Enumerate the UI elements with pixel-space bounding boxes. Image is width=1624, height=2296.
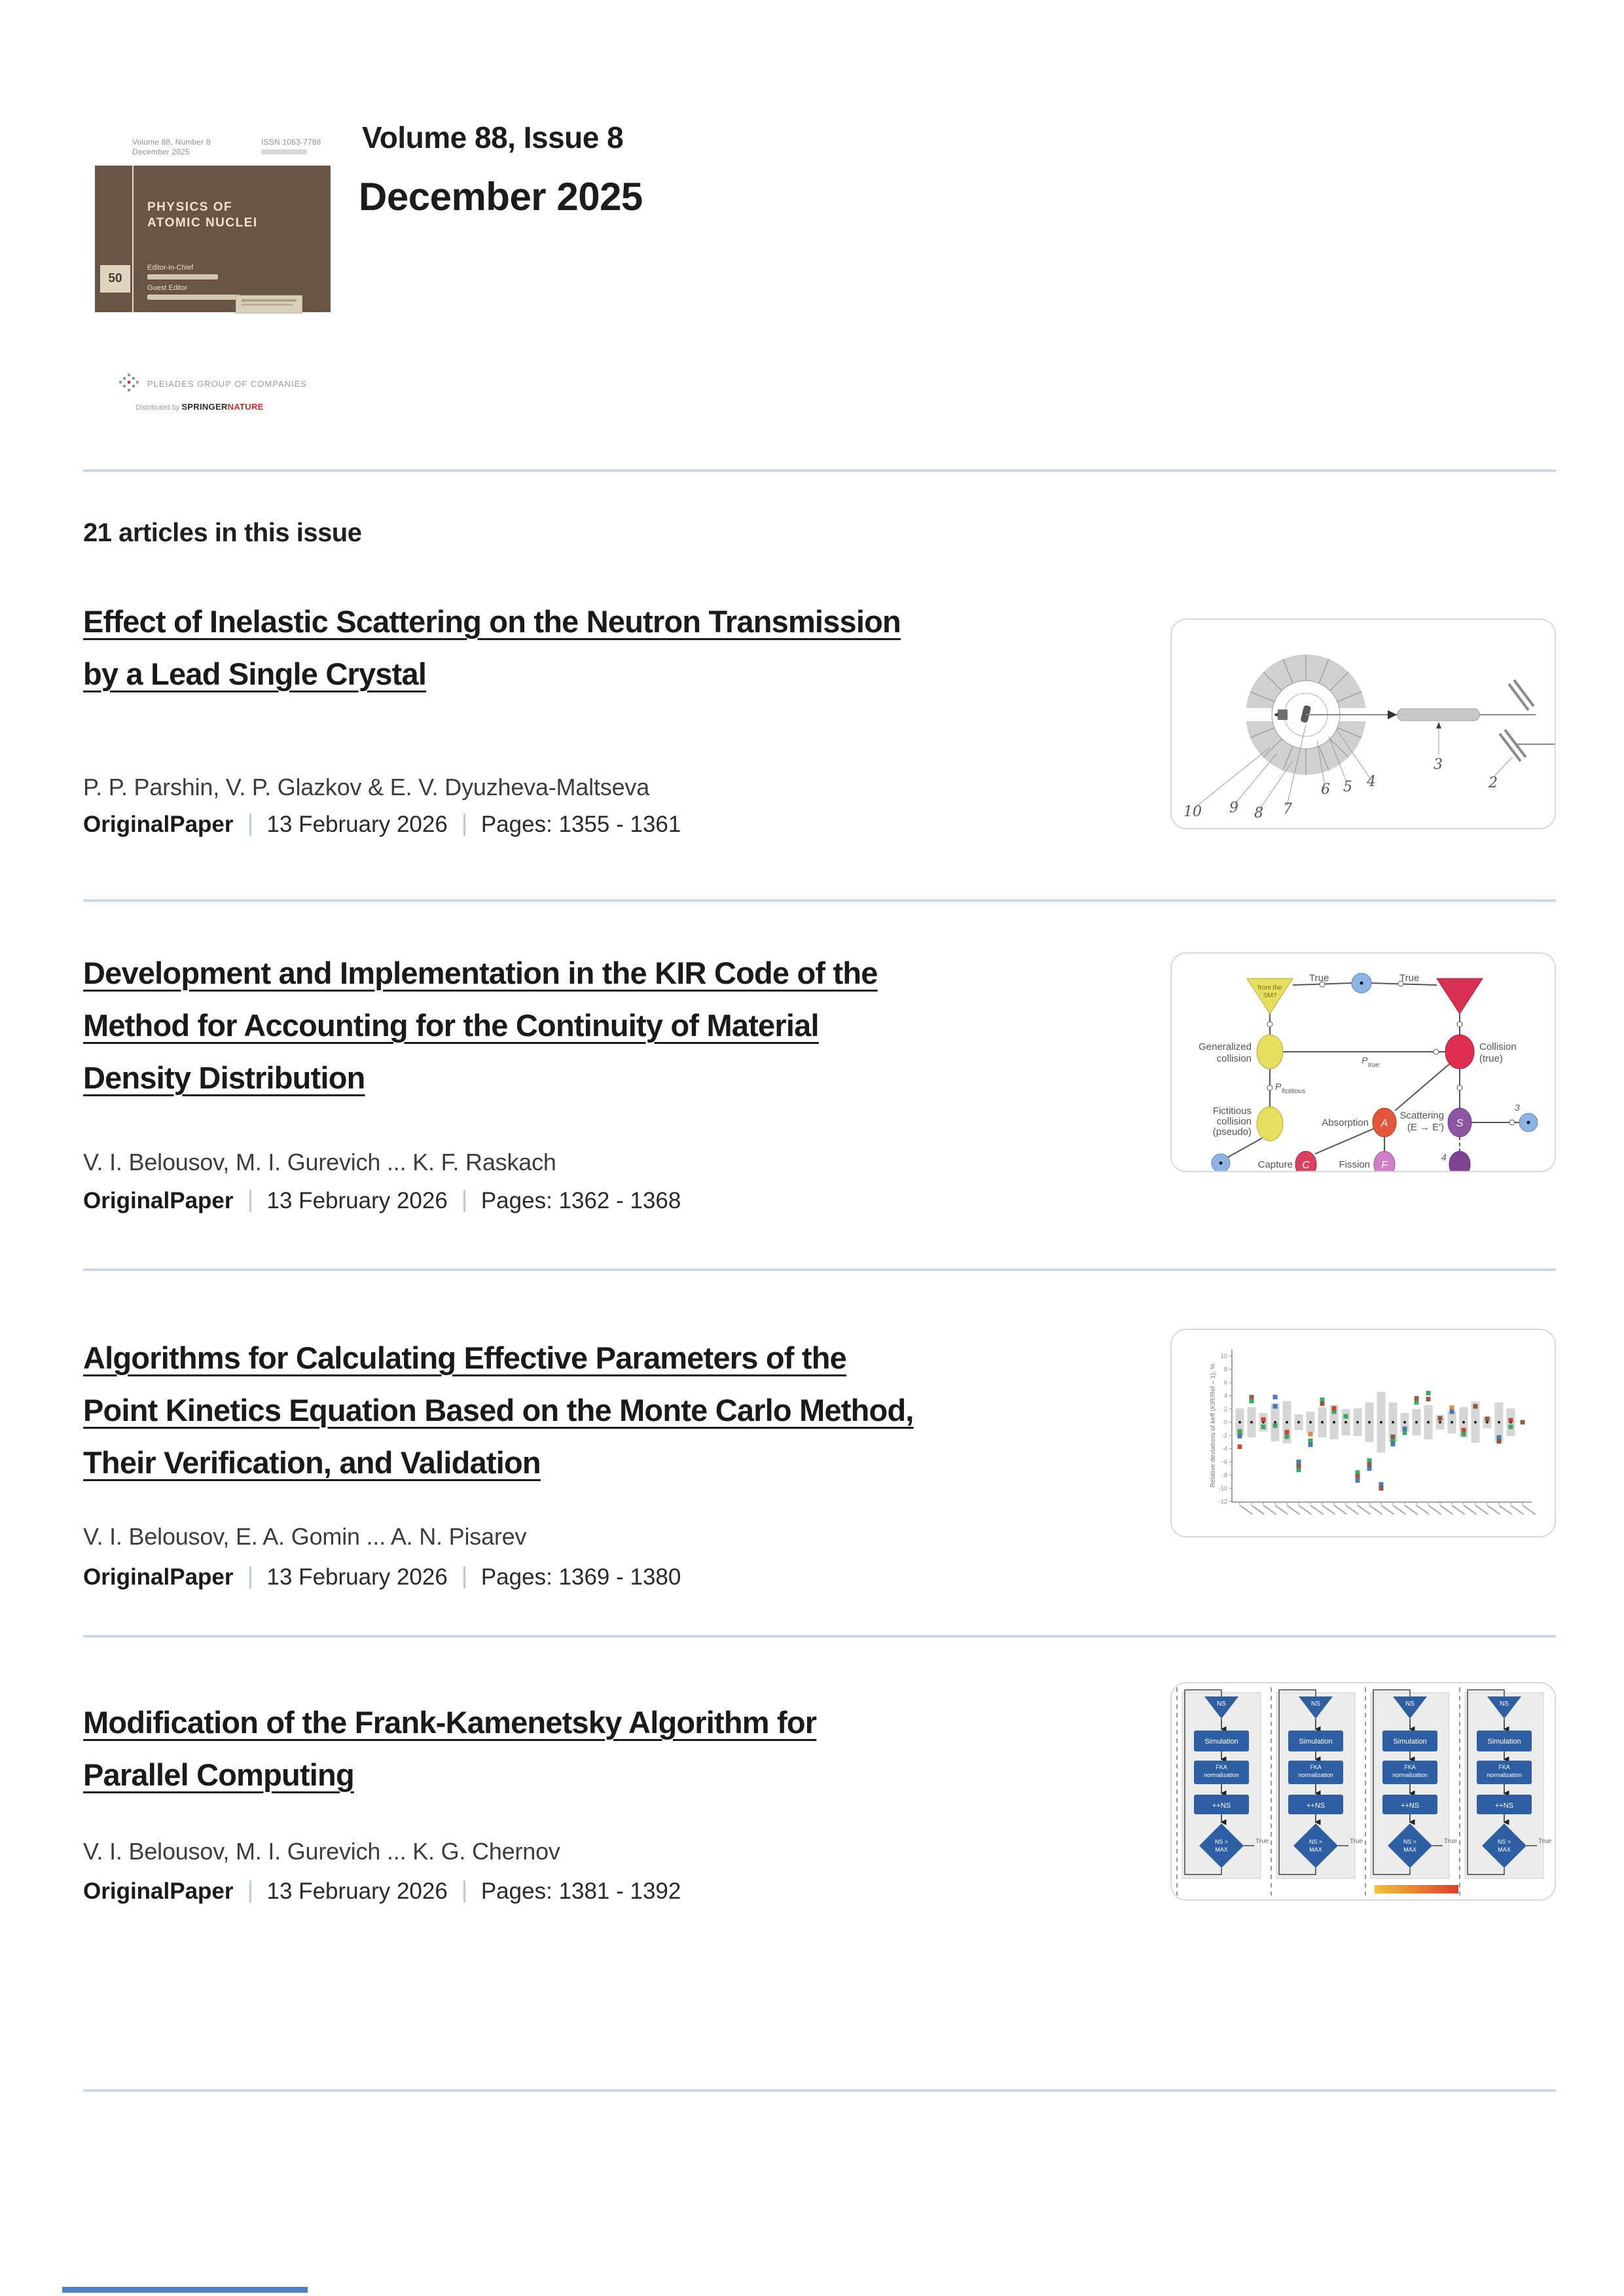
meta-separator [249, 1566, 251, 1588]
svg-text:7: 7 [1283, 801, 1292, 817]
svg-text:++NS: ++NS [1400, 1802, 1420, 1810]
cover-spine-divider [132, 166, 134, 312]
meta-separator [463, 1880, 465, 1903]
svg-text:MAX: MAX [1309, 1846, 1322, 1853]
article-thumbnail[interactable] [1170, 1329, 1556, 1537]
cover-volume-micro-text: Volume 88, Number 8 December 2025 [132, 137, 211, 156]
pleiades-logo-icon [117, 373, 141, 394]
volume-issue-heading: Volume 88, Issue 8 [362, 120, 624, 154]
svg-text:normalization: normalization [1298, 1772, 1333, 1778]
publication-date: 13 February 2026 [266, 812, 448, 837]
svg-text:NS: NS [1500, 1700, 1509, 1708]
svg-text:NS >: NS > [1308, 1839, 1323, 1845]
springer-wordmark: SPRINGER [181, 402, 228, 412]
svg-text:F: F [1381, 1160, 1388, 1171]
cover-editors-block: Editor-in-Chief Guest Editor [147, 264, 240, 304]
svg-text:Collision: Collision [1479, 1041, 1517, 1052]
article-thumbnail[interactable] [1170, 952, 1556, 1172]
svg-text:True: True [1399, 973, 1420, 984]
svg-text:MAX: MAX [1403, 1846, 1416, 1853]
deviation-scatter-figure [1172, 1330, 1555, 1536]
meta-separator [249, 1880, 251, 1903]
svg-text:normalization: normalization [1487, 1772, 1522, 1778]
svg-text:Simulation: Simulation [1204, 1738, 1238, 1746]
nature-wordmark: NATURE [227, 402, 264, 412]
anniversary-badge: 50 [100, 265, 130, 293]
pages-range: Pages: 1362 - 1368 [480, 1188, 681, 1213]
svg-text:4: 4 [1367, 774, 1376, 790]
svg-text:True: True [1255, 1838, 1269, 1845]
article-authors: P. P. Parshin, V. P. Glazkov & E. V. Dyuzheva-Maltseva [83, 774, 650, 800]
publication-date: 13 February 2026 [266, 1564, 448, 1590]
svg-text:FKA: FKA [1310, 1764, 1322, 1770]
content-type-label: OriginalPaper [83, 1564, 234, 1590]
svg-text:NS >: NS > [1497, 1839, 1511, 1845]
parallel-flowchart-figure [1172, 1683, 1555, 1899]
article-title-link[interactable]: Effect of Inelastic Scattering on the Neutron Transmission by a Lead Single Crystal [83, 604, 901, 691]
svg-text:P: P [1362, 1055, 1368, 1066]
svg-text:SM?: SM? [1263, 992, 1277, 999]
journal-cover[interactable] [83, 98, 347, 425]
svg-text:8: 8 [1254, 805, 1263, 821]
article-list-item [83, 1332, 1556, 1620]
neutron-setup-figure [1172, 620, 1555, 828]
collision-graph-figure [1172, 954, 1555, 1171]
svg-text:A: A [1380, 1118, 1388, 1129]
svg-text:normalization: normalization [1392, 1772, 1428, 1778]
pages-range: Pages: 1355 - 1361 [480, 812, 681, 837]
svg-text:True: True [1309, 973, 1329, 984]
svg-text:++NS: ++NS [1494, 1802, 1514, 1810]
article-authors: V. I. Belousov, M. I. Gurevich ... K. F. Raskach [83, 1149, 556, 1175]
svg-text:4: 4 [1223, 1392, 1227, 1399]
svg-text:-2: -2 [1221, 1432, 1227, 1439]
meta-separator [249, 814, 251, 836]
svg-text:2: 2 [1489, 775, 1498, 791]
article-meta-row [83, 1878, 681, 1905]
svg-text:10: 10 [1220, 1353, 1227, 1359]
section-divider [83, 1268, 1556, 1271]
svg-text:-4: -4 [1221, 1445, 1227, 1452]
publication-date: 13 February 2026 [266, 1188, 448, 1213]
pleiades-label: PLEIADES GROUP OF COMPANIES [147, 378, 307, 389]
svg-text:3: 3 [1434, 757, 1443, 773]
content-type-label: OriginalPaper [83, 1188, 234, 1213]
svg-text:NS: NS [1311, 1700, 1320, 1708]
content-type-label: OriginalPaper [83, 1878, 234, 1904]
pages-range: Pages: 1381 - 1392 [480, 1878, 681, 1904]
publication-date: 13 February 2026 [266, 1878, 448, 1904]
svg-text:True: True [1350, 1838, 1363, 1845]
svg-text:Fission: Fission [1339, 1159, 1370, 1170]
svg-text:Relative deviations of keff (K: Relative deviations of keff (KIR/Ref – 1), % [1210, 1363, 1217, 1488]
svg-text:8: 8 [1223, 1366, 1227, 1373]
svg-text:MAX: MAX [1498, 1846, 1511, 1853]
article-meta-row [83, 1188, 681, 1214]
meta-separator [249, 1190, 251, 1212]
svg-text:collision: collision [1216, 1053, 1252, 1064]
meta-separator [463, 814, 465, 836]
svg-text:true: true [1368, 1062, 1380, 1069]
svg-text:NS: NS [1405, 1700, 1415, 1708]
svg-text:Simulation: Simulation [1487, 1738, 1521, 1746]
article-authors: V. I. Belousov, E. A. Gomin ... A. N. Pisarev [83, 1523, 527, 1550]
svg-text:NS: NS [1217, 1700, 1226, 1708]
svg-text:Simulation: Simulation [1299, 1738, 1333, 1746]
svg-text:(pseudo): (pseudo) [1212, 1126, 1252, 1138]
article-title-link[interactable]: Development and Implementation in the KIR Code of the Method for Accounting for the Continuity of Material Density Distribution [83, 956, 878, 1095]
svg-text:MAX: MAX [1215, 1846, 1228, 1853]
svg-text:3: 3 [1515, 1102, 1520, 1113]
svg-text:Scattering: Scattering [1399, 1110, 1444, 1121]
svg-text:Generalized: Generalized [1199, 1041, 1252, 1052]
article-count-label: 21 articles in this issue [83, 518, 362, 547]
svg-text:collision: collision [1216, 1116, 1252, 1127]
issue-date-heading: December 2025 [359, 175, 643, 219]
scatter-plot-content [1219, 1353, 1536, 1515]
svg-text:FKA: FKA [1216, 1764, 1227, 1770]
svg-text:from the: from the [1257, 984, 1282, 992]
bottom-scroll-indicator[interactable] [62, 2287, 308, 2293]
svg-text:(true): (true) [1479, 1053, 1503, 1064]
svg-text:-6: -6 [1221, 1458, 1227, 1465]
article-meta-row [83, 812, 681, 838]
svg-text:FKA: FKA [1404, 1764, 1416, 1770]
svg-text:9: 9 [1229, 800, 1238, 816]
article-thumbnail[interactable] [1170, 1682, 1556, 1901]
article-list-item [83, 1696, 1556, 1939]
cover-journal-title: PHYSICS OF ATOMIC NUCLEI [147, 200, 258, 230]
article-meta-row [83, 1564, 681, 1590]
meta-separator [463, 1190, 465, 1212]
section-divider [83, 1635, 1556, 1638]
pleiades-logo-row [117, 373, 307, 394]
section-divider [83, 2089, 1556, 2092]
svg-text:C: C [1302, 1160, 1310, 1171]
svg-text:4: 4 [1441, 1152, 1447, 1162]
svg-text:Absorption: Absorption [1322, 1117, 1369, 1128]
svg-text:++NS: ++NS [1212, 1802, 1231, 1810]
svg-text:2: 2 [1223, 1405, 1227, 1412]
svg-text:10: 10 [1183, 804, 1202, 820]
svg-text:True: True [1444, 1838, 1458, 1845]
svg-text:fictitious: fictitious [1282, 1088, 1306, 1095]
svg-text:normalization: normalization [1204, 1772, 1239, 1778]
svg-text:Fictitious: Fictitious [1212, 1105, 1252, 1117]
cover-artwork [95, 166, 331, 312]
article-title-link[interactable]: Modification of the Frank-Kamenetsky Algorithm for Parallel Computing [83, 1705, 817, 1792]
svg-text:S: S [1456, 1118, 1464, 1129]
content-type-label: OriginalPaper [83, 812, 234, 837]
svg-text:-8: -8 [1221, 1471, 1227, 1479]
article-thumbnail[interactable] [1170, 619, 1556, 829]
svg-text:0: 0 [1223, 1419, 1227, 1426]
cover-publisher-box [236, 295, 302, 314]
svg-text:6: 6 [1223, 1379, 1227, 1386]
svg-text:NS >: NS > [1214, 1839, 1229, 1845]
svg-text:-12: -12 [1218, 1498, 1227, 1505]
svg-text:++NS: ++NS [1306, 1802, 1326, 1810]
svg-text:-10: -10 [1218, 1485, 1227, 1492]
svg-text:FKA: FKA [1498, 1764, 1510, 1770]
svg-text:(E → E′): (E → E′) [1407, 1122, 1444, 1133]
article-authors: V. I. Belousov, M. I. Gurevich ... K. G. Chernov [83, 1838, 560, 1865]
svg-text:Capture: Capture [1257, 1159, 1293, 1170]
article-title-link[interactable]: Algorithms for Calculating Effective Parameters of the Point Kinetics Equation Based on the Monte Carlo Method, Their Verification, and Validation [83, 1340, 914, 1480]
cover-issn-micro-text: ISSN 1063-7788 [261, 137, 321, 154]
distributed-by-row: Distributed by SPRINGERNATURE [135, 402, 264, 412]
svg-text:6: 6 [1321, 781, 1330, 798]
section-divider [83, 469, 1556, 472]
article-list-item [83, 596, 1556, 877]
article-list-item [83, 947, 1556, 1242]
meta-separator [463, 1566, 465, 1588]
section-divider [83, 899, 1556, 902]
svg-text:5: 5 [1343, 779, 1352, 795]
svg-text:P: P [1275, 1081, 1282, 1092]
pages-range: Pages: 1369 - 1380 [480, 1564, 681, 1590]
svg-text:Simulation: Simulation [1393, 1738, 1427, 1746]
svg-text:NS >: NS > [1403, 1839, 1417, 1845]
svg-text:True: True [1538, 1838, 1552, 1845]
